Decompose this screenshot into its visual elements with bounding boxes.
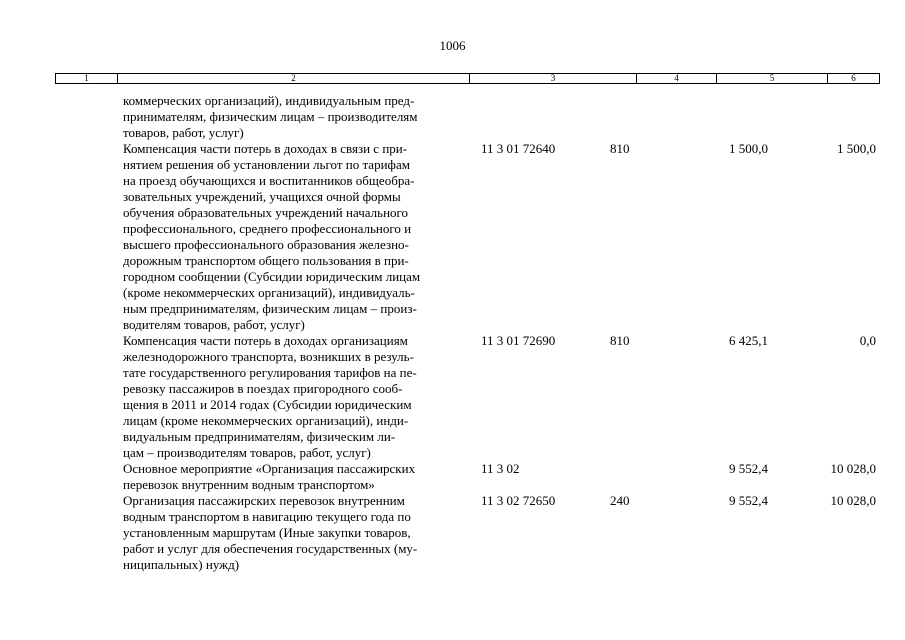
description-line: железнодорожного транспорта, возникших в резуль- bbox=[123, 349, 414, 364]
description-line: установленным маршрутам (Иные закупки товаров, bbox=[123, 525, 411, 540]
column-number-6: 6 bbox=[851, 73, 856, 83]
row-description bbox=[123, 493, 468, 573]
table-row bbox=[0, 493, 905, 573]
column-number-1: 1 bbox=[56, 74, 118, 83]
description-line: городном сообщении (Субсидии юридическим лицам bbox=[123, 269, 421, 284]
row-description bbox=[123, 141, 468, 333]
description-line: коммерческих организаций), индивидуальным пред- bbox=[123, 93, 415, 108]
description-line: Основное мероприятие «Организация пассажирских bbox=[123, 461, 416, 476]
description-line: нятием решения об установлении льгот по тарифам bbox=[123, 157, 410, 172]
column-number-5: 5 bbox=[717, 74, 828, 83]
description-line: видуальным предпринимателям, физическим ли- bbox=[123, 429, 396, 444]
description-line: ниципальных) нужд) bbox=[123, 557, 240, 572]
row-description bbox=[123, 93, 468, 141]
row-amount-col5: 9 552,4 bbox=[729, 461, 768, 476]
description-line: принимателям, физическим лицам – производителям bbox=[123, 109, 418, 124]
row-target-code: 11 3 02 bbox=[481, 461, 520, 476]
description-line: Компенсация части потерь в доходах в связи с при- bbox=[123, 141, 408, 156]
row-target-code: 11 3 02 72650 bbox=[481, 493, 556, 508]
description-line: тате государственного регулирования тарифов на пе- bbox=[123, 365, 417, 380]
row-amount-col6: 1 500,0 bbox=[837, 141, 876, 156]
row-amount-col5: 1 500,0 bbox=[729, 141, 768, 156]
row-amount-col6: 0,0 bbox=[859, 333, 876, 348]
description-line: обучения образовательных учреждений начального bbox=[123, 205, 409, 220]
table-body bbox=[0, 93, 905, 573]
column-number-2: 2 bbox=[118, 74, 470, 83]
row-expense-type: 810 bbox=[610, 141, 630, 156]
description-line: водным транспортом в навигацию текущего года по bbox=[123, 509, 411, 524]
row-target-code: 11 3 01 72640 bbox=[481, 141, 556, 156]
description-line: работ и услуг для обеспечения государственных (му- bbox=[123, 541, 418, 556]
description-line: Организация пассажирских перевозок внутренним bbox=[123, 493, 405, 508]
page-number: 1006 bbox=[439, 38, 466, 53]
description-line: высшего профессионального образования железно- bbox=[123, 237, 409, 252]
row-amount-col6: 10 028,0 bbox=[830, 493, 876, 508]
row-description bbox=[123, 333, 468, 461]
description-line: профессионального, среднего профессионального и bbox=[123, 221, 412, 236]
row-description bbox=[123, 461, 468, 493]
description-line: цам – производителям товаров, работ, услуг) bbox=[123, 445, 371, 460]
row-amount-col5: 9 552,4 bbox=[729, 493, 768, 508]
description-line: (кроме некоммерческих организаций), индивидуаль- bbox=[123, 285, 415, 300]
row-amount-col5: 6 425,1 bbox=[729, 333, 768, 348]
description-line: дорожным транспортом общего пользования в при- bbox=[123, 253, 409, 268]
description-line: Компенсация части потерь в доходах организациям bbox=[123, 333, 408, 348]
description-line: зовательных учреждений, учащихся очной формы bbox=[123, 189, 401, 204]
description-line: щения в 2011 и 2014 годах (Субсидии юридическим bbox=[123, 397, 412, 412]
row-expense-type: 810 bbox=[610, 333, 630, 348]
description-line: перевозок внутренним водным транспортом» bbox=[123, 477, 375, 492]
table-column-header bbox=[55, 73, 880, 84]
description-line: товаров, работ, услуг) bbox=[123, 125, 244, 140]
table-row bbox=[0, 93, 905, 141]
description-line: на проезд обучающихся и воспитанников общеобра- bbox=[123, 173, 415, 188]
description-line: ным предпринимателям, физическим лицам – произ- bbox=[123, 301, 417, 316]
row-expense-type: 240 bbox=[610, 493, 630, 508]
row-amount-col6: 10 028,0 bbox=[830, 461, 876, 476]
column-number-3: 3 bbox=[470, 74, 637, 83]
description-line: лицам (кроме некоммерческих организаций), инди- bbox=[123, 413, 409, 428]
table-row bbox=[0, 461, 905, 493]
row-target-code: 11 3 01 72690 bbox=[481, 333, 556, 348]
table-row bbox=[0, 141, 905, 333]
description-line: водителям товаров, работ, услуг) bbox=[123, 317, 305, 332]
description-line: ревозку пассажиров в поездах пригородного сооб- bbox=[123, 381, 403, 396]
table-row bbox=[0, 333, 905, 461]
column-number-4: 4 bbox=[637, 74, 717, 83]
